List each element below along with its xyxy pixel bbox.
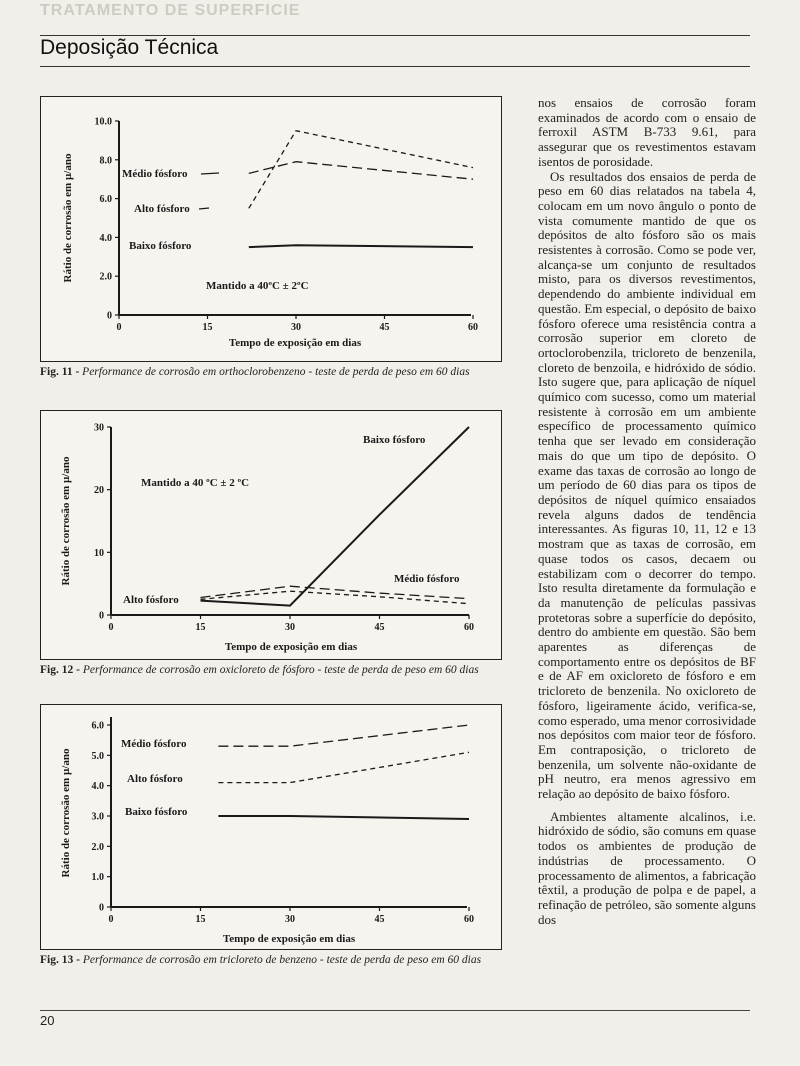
series-label-alto-fosforo: Alto fósforo [134,203,190,215]
x-tick-label: 30 [285,914,295,925]
y-tick-label: 1.0 [91,872,104,884]
fig11-caption [40,366,505,379]
paragraph-2: Os resultados dos ensaios de perda de peso em 60 dias relatados na tabela 4, colocam em um novo ângulo o ponto de vista comumente mantido de que os depósitos de alto fósforo são os mais resistentes à corrosão. Como se pode ver, alcança-se um conjunto de resultados misto, para os diversos revestimentos, dependendo do ambiente individual em questão. Em especial, o depósito de baixo fósforo oferece uma resistência contra a corrosão superior em cloreto de ortoclorobenzila, tricloreto de benzenila, cloreto de benzoila, e hidróxido de sódio. Isto sugere que, para aplicação de níquel químico com sucesso, como um material resistente à corrosão em um ambiente específico de processamento químico tenha que ser levado em consideração mais do que um tipo de depósito. O exame das taxas de corrosão ao longo de um período de 60 dias para os tipos de depósitos de níquel químico ensaiados revela alguns dados de tendência interessantes. As figuras 10, 11, 12 e 13 mostram que as taxas de corrosão, em quase todos os casos, decaem ou estabilizam com o decorrer do tempo. Isto resulta diretamente da formulação e da manutenção de películas passivas protetoras sobre a superfície do depósito, dentro do ambiente em questão. São bem aparentes as diferenças de comportamento entre os depósitos de BF e de AF em oxicloreto de fósforo e em tricloreto de benzenila. No oxicloreto de fósforo, ligeiramente ácido, verifica-se, como esperado, uma menor corrosividade nos depósitos com maior teor de fósforo. Em contraposição, o tricloreto de benzenila, um solvente não-oxidante de pH neutro, era menos agressivo em relação ao depósito de baixo fósforo. [538,168,756,802]
x-tick-label: 0 [108,914,114,925]
y-tick-label: 2.0 [99,271,112,283]
x-tick-label: 60 [464,914,474,925]
series-line-baixo-fosforo [218,816,469,819]
x-tick-label: 30 [291,322,301,333]
y-tick-label: 0 [99,902,104,914]
bottom-rule [40,1010,750,1011]
x-tick-label: 15 [202,322,213,333]
y-tick-label: 20 [94,485,104,497]
chart-annotation: Mantido a 40ºC ± 2ºC [206,280,309,292]
fig12-chart [41,411,501,659]
fig11-chart [41,97,501,361]
x-axis-label: Tempo de exposição em dias [222,933,356,945]
y-tick-label: 3.0 [91,811,104,823]
y-tick-label: 0 [99,610,104,622]
x-tick-label: 15 [195,622,206,633]
series-line-alto-fosforo [201,591,470,604]
y-tick-label: 8.0 [99,155,112,167]
series-line-medio-fosforo [201,586,470,599]
fig11-caption-number: Fig. 11 - [40,366,80,378]
fig12-caption-number: Fig. 12 - [40,664,80,676]
x-tick-label: 60 [464,622,474,633]
leader-medio-fosforo [201,173,219,174]
x-tick-label: 0 [108,622,114,633]
x-tick-label: 0 [116,322,122,333]
fig13-caption-number: Fig. 13 - [40,954,80,966]
y-tick-label: 6.0 [91,720,104,732]
x-tick-label: 45 [374,914,385,925]
series-label-medio-fosforo: Médio fósforo [121,738,187,750]
paragraph-3: Ambientes altamente alcalinos, i.e. hidróxido de sódio, são comuns em quase todos os ambientes de produção de indústrias de processamento. O processamento de alimentos, a fabricação têxtil, a produção de polpa e de papel, a refinação de petróleo, são somente alguns dos [538,808,756,927]
fig13-chart [41,705,501,949]
y-axis-label: Rátio de corrosão em µ/ano [60,748,72,878]
y-tick-label: 2.0 [91,841,104,853]
body-text-column [538,96,756,927]
series-label-baixo-fosforo: Baixo fósforo [363,434,426,446]
fig11-caption-text: Performance de corrosão em orthoclorobenzeno - teste de perda de peso em 60 dias [82,366,470,378]
x-tick-label: 60 [468,322,478,333]
x-tick-label: 15 [195,914,206,925]
x-tick-label: 45 [374,622,385,633]
header-bleed [0,0,800,22]
y-tick-label: 4.0 [91,781,104,793]
x-axis-label: Tempo de exposição em dias [228,337,362,349]
chart-annotation: Mantido a 40 ºC ± 2 ºC [141,477,250,489]
page-number: 20 [40,1013,55,1028]
y-tick-label: 30 [94,422,104,434]
series-line-alto-fosforo [249,131,473,209]
series-label-medio-fosforo: Médio fósforo [122,168,188,180]
figure-13 [40,704,502,950]
section-title: Deposição Técnica [40,36,219,59]
figure-11 [40,96,502,362]
series-line-alto-fosforo [218,752,469,782]
figure-12 [40,410,502,660]
x-tick-label: 30 [285,622,295,633]
series-line-baixo-fosforo [249,245,473,247]
leader-alto-fosforo [199,208,209,209]
y-axis-label: Rátio de corrosão em µ/ano [62,153,74,283]
y-tick-label: 4.0 [99,232,112,244]
fig13-caption-text: Performance de corrosão em tricloreto de benzeno - teste de perda de peso em 60 dias [82,954,482,966]
y-tick-label: 0 [107,310,112,322]
series-line-medio-fosforo [218,725,469,746]
y-tick-label: 10.0 [94,116,112,128]
x-axis-label: Tempo de exposição em dias [224,641,358,653]
series-label-baixo-fosforo: Baixo fósforo [125,806,188,818]
fig12-caption-text: Performance de corrosão em oxicloreto de fósforo - teste de perda de peso em 60 dias [82,664,479,676]
paragraph-1: nos ensaios de corrosão foram examinados de acordo com o ensaio de ferroxil ASTM B-733 9.61, para assegurar que os revestimentos estavam isentos de porosidade. [538,95,756,169]
series-label-medio-fosforo: Médio fósforo [394,573,460,585]
series-label-baixo-fosforo: Baixo fósforo [129,240,192,252]
bleed-text: TRATAMENTO DE SUPERFICIE [40,2,301,19]
y-axis-label: Rátio de corrosão em µ/ano [60,456,72,586]
title-rule [40,66,750,67]
y-tick-label: 5.0 [91,750,104,762]
y-tick-label: 10 [94,547,104,559]
series-label-alto-fosforo: Alto fósforo [123,594,179,606]
y-tick-label: 6.0 [99,194,112,206]
fig13-caption [40,954,505,967]
series-line-medio-fosforo [249,162,473,180]
x-tick-label: 45 [379,322,390,333]
fig12-caption [40,664,505,677]
series-label-alto-fosforo: Alto fósforo [127,773,183,785]
